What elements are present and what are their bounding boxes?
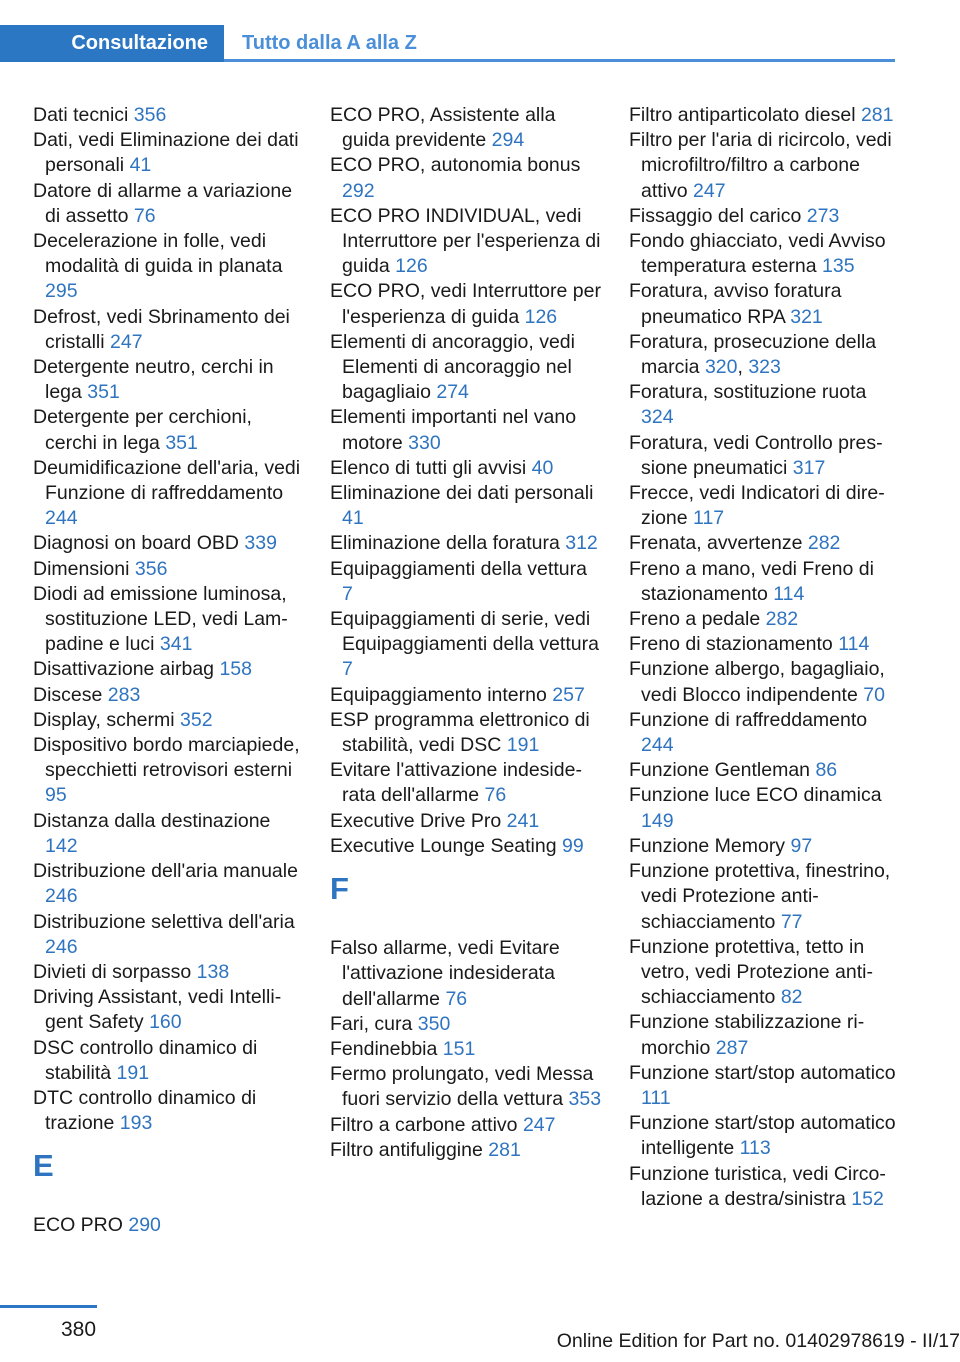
index-page-link[interactable]: 273 [806,204,840,227]
index-page-link[interactable]: 281 [488,1138,521,1161]
index-entry [33,456,301,532]
index-entry [629,758,897,783]
index-entry [629,1111,897,1161]
index-entry [330,330,602,406]
index-page-link[interactable]: 7 [342,658,353,681]
index-entry-term: Fendinebbia [330,1037,438,1060]
index-entry-term: Funzione start/stop automatico intelligente [629,1112,896,1160]
index-entry-term: Fermo prolungato, vedi Messa fuori servizio della vettura [330,1063,594,1111]
index-entry [330,1037,602,1062]
index-entry [629,557,897,607]
index-page-link[interactable]: 321 [790,305,823,328]
index-entry [629,657,897,707]
index-entry [33,733,301,809]
index-entry-term: Funzione protettiva, finestrino, vedi Protezione antischiacciamento [629,860,891,933]
index-page-link[interactable]: 246 [45,935,78,958]
index-entry-term: Divieti di sorpasso [33,960,192,983]
index-page-link[interactable]: 191 [116,1061,150,1084]
index-page-link[interactable]: 193 [119,1112,153,1135]
index-entry [629,1162,897,1212]
index-entry-term: Distanza dalla destinazione [33,809,271,832]
index-entry [330,607,602,683]
index-entry [33,910,301,960]
index-page-link[interactable]: 40 [531,456,554,479]
index-entry-term: Distribuzione selettiva dell'aria [33,910,295,933]
index-entry-term: Defrost, vedi Sbrinamento dei cristalli [33,305,290,353]
index-entry [330,1012,602,1037]
index-page-link[interactable]: 320 [704,356,738,379]
index-page-link[interactable]: 353 [568,1088,602,1111]
index-entry-term: Dimensioni [33,557,130,580]
index-page-link[interactable]: 126 [395,255,428,278]
index-entry [330,153,602,203]
index-page-link[interactable]: 76 [484,784,507,807]
index-entry [330,531,602,556]
index-entry [330,936,602,1012]
index-entry-term: Distribuzione dell'aria manuale [33,860,298,883]
index-entry-term: Decelerazione in folle, vedi modalità di guida in planata [33,230,283,278]
index-entry [330,809,602,834]
index-entry [330,1138,602,1163]
index-entry-term: ECO PRO, vedi Interruttore per l'esperienza di guida [330,280,601,328]
index-page-link[interactable]: 70 [863,683,885,706]
index-entry [629,834,897,859]
index-page-link[interactable]: 339 [244,532,277,555]
index-entry-term: Executive Lounge Seating [330,834,557,857]
index-entry-term: Dati tecnici [33,104,129,126]
index-page-link[interactable]: 111 [641,1086,671,1109]
index-entry [33,179,301,229]
index-entry-term: Eliminazione della foratura [330,532,560,555]
index-entry [330,834,602,859]
index-page-link[interactable]: 351 [87,381,120,404]
index-entry [629,531,897,556]
index-entry [629,380,897,430]
header-divider [224,59,895,62]
index-page-link[interactable]: 317 [792,456,826,479]
index-page-link[interactable]: 82 [780,986,803,1009]
index-entry [629,1061,897,1111]
index-page-link[interactable]: 95 [45,784,67,807]
index-entry [330,1113,602,1138]
index-entry [629,204,897,229]
index-entry [33,229,301,305]
index-entry-term: DTC controllo dinamico di trazione [33,1086,257,1135]
index-page-link[interactable]: 114 [773,582,805,605]
index-entry-term: Freno di stazionamento [629,633,833,656]
index-page-link[interactable]: 7 [342,582,353,605]
index-entry-term: Filtro per l'aria di ricircolo, vedi microfiltro/filtro a carbone attivo [629,129,892,202]
index-page-link[interactable]: 282 [807,532,841,555]
section-tab-tutto-dalla-a-alla-z[interactable]: Tutto dalla A alla Z [242,32,417,54]
index-entry-term: ECO PRO INDIVIDUAL, vedi Interruttore per l'esperienza di guida [330,204,601,278]
index-page-link[interactable]: 324 [641,406,674,429]
index-entry-term: Disattivazione airbag [33,658,215,681]
index-page-link[interactable]: 138 [196,960,230,983]
index-entry [330,456,602,481]
index-page-link[interactable]: 356 [134,557,168,580]
index-entry-term: Filtro a carbone attivo [330,1113,518,1136]
index-page-link[interactable]: 281 [860,104,894,126]
index-entry-term: Dati, vedi Eliminazione dei dati personali [33,129,299,177]
index-entry [33,557,301,582]
index-page-link[interactable]: 152 [851,1187,884,1210]
index-page-link[interactable]: 247 [693,179,726,202]
index-page-link[interactable]: 283 [107,683,141,706]
index-entry-term: Foratura, avviso foratura pneumatico RPA [629,280,842,328]
index-entry-term: Foratura, sostituzione ruota [629,381,867,404]
index-page-link[interactable]: 86 [815,759,838,782]
page-header [0,0,895,62]
index-entry [629,607,897,632]
index-entry [629,128,897,204]
index-column-3 [629,103,897,1212]
index-entry [629,431,897,481]
index-entry-term: Filtro antiparticolato diesel [629,104,856,126]
index-page-link[interactable]: 99 [562,834,584,857]
index-page-link[interactable]: 274 [436,381,469,404]
index-entry-term: Funzione start/stop automatico [629,1061,896,1084]
index-entry-term: Display, schermi [33,708,175,731]
index-entry-term: Diagnosi on board OBD [33,532,239,555]
index-entry-term: Freno a mano, vedi Freno di stazionamento [629,557,874,605]
index-entry-term: Equipaggiamenti di serie, vedi Equipaggiamenti della vettura [330,608,599,656]
index-column-1 [33,103,301,1239]
index-entry-term: Funzione Memory [629,834,786,857]
index-entry [330,557,602,607]
index-entry-term: Funzione stabilizzazione rimorchio [629,1011,865,1059]
index-entry-term: Elementi di ancoraggio, vedi Elementi di ancoraggio nel bagagliaio [330,330,575,404]
footer-rule [0,1305,97,1308]
index-entry-term: Fissaggio del carico [629,204,802,227]
index-page-link[interactable]: 350 [417,1012,451,1035]
index-page-link[interactable]: 247 [522,1113,556,1136]
index-entry [33,708,301,733]
index-entry-term: Equipaggiamento interno [330,683,547,706]
index-entry [330,683,602,708]
index-entry-term: Frenata, avvertenze [629,532,803,555]
index-entry [629,481,897,531]
index-page-link[interactable]: 247 [110,330,143,353]
index-page-link[interactable]: 160 [149,1011,182,1034]
index-page-link[interactable]: 282 [765,608,799,631]
index-entry-term: Foratura, vedi Controllo pressione pneumatici [629,431,883,479]
index-entry [33,128,301,178]
index-entry-term: Elementi importanti nel vano motore [330,406,577,454]
index-entry-term: Funzione di raffreddamento [629,708,868,731]
index-entry-term: ESP programma elettronico di stabilità, vedi DSC [330,708,590,757]
index-entry-term: Datore di allarme a variazione di assetto [33,179,293,227]
index-entry [330,481,602,531]
index-entry: Foratura, prosecuzione della marcia 320, 323 [629,330,877,379]
index-page-link[interactable]: 77 [780,910,803,933]
index-page-link[interactable]: 126 [524,305,558,328]
index-page-link[interactable]: 351 [165,431,198,454]
index-entry-term: Elenco di tutti gli avvisi [330,456,527,479]
index-entry [629,859,897,935]
index-column-2 [330,103,602,1163]
index-entry [330,204,602,280]
index-entry-term: Equipaggiamenti della vettura [330,557,587,580]
index-entry-term: Dispositivo bordo marciapiede, specchietti retrovisori esterni [33,734,300,782]
index-entry [629,708,897,758]
index-entry-term: Fari, cura [330,1012,413,1035]
index-entry-term: Falso allarme, vedi Evitare l'attivazione indesiderata dell'allarme [330,937,560,1010]
index-entry-term: Executive Drive Pro [330,809,502,832]
index-page-link[interactable]: 117 [693,507,725,530]
index-entry-term: Discese [33,683,103,706]
index-entry-term: ECO PRO, Assistente alla guida previdente [330,104,556,152]
section-tab-consultazione[interactable]: Consultazione [0,25,224,62]
index-entry-term: Funzione albergo, bagagliaio, vedi Blocco indipendente [629,658,885,706]
index-page-link[interactable]: 352 [180,708,213,731]
page-number: 380 [61,1318,97,1341]
index-entry [330,103,602,153]
index-entry [33,683,301,708]
index-page-link[interactable]: 356 [133,104,167,126]
index-entry-term: Filtro antifuliggine [330,1138,483,1161]
index-entry [33,1036,301,1086]
index-page-link[interactable]: 135 [822,255,855,278]
index-page-link[interactable]: 294 [491,129,525,152]
index-entry [33,103,301,128]
index-entry-term: Foratura, prosecuzione della marcia [629,330,877,379]
index-entry-term: ECO PRO [33,1214,123,1237]
index-page-link[interactable]: 244 [45,507,78,530]
index-entry [33,405,301,455]
index-page-link[interactable]: 149 [641,809,674,832]
index-entry [629,103,897,128]
index-entry [33,657,301,682]
index-entry-term: Detergente neutro, cerchi in lega [33,356,274,404]
edition-note: Online Edition for Part no. 01402978619 - II/17 [556,1330,960,1352]
index-entry-term: Evitare l'attivazione indesiderata dell'allarme [330,759,582,807]
index-page-link[interactable]: 41 [129,154,152,177]
index-letter-heading: E [33,1148,54,1184]
index-entry-term: Freno a pedale [629,608,761,631]
index-page-link[interactable]: 158 [219,658,252,681]
index-page-link[interactable]: 292 [342,179,375,202]
index-page-link[interactable]: 114 [838,633,870,656]
index-entry [33,1086,301,1136]
index-page-link[interactable]: 191 [506,734,540,757]
index-entry [33,985,301,1035]
index-entry-term: Frecce, vedi Indicatori di direzione [629,482,885,530]
index-entry [330,405,602,455]
index-entry [330,758,602,808]
index-page-link[interactable]: 244 [641,734,674,757]
index-page-link[interactable]: 76 [445,987,468,1010]
index-entry [629,229,897,279]
index-page-link[interactable]: 41 [342,507,364,530]
index-entry [330,279,602,329]
index-entry-term: Diodi ad emissione luminosa, sostituzione LED, vedi Lampadine e luci [33,582,288,656]
index-entry [629,935,897,1011]
index-entry-term: Eliminazione dei dati personali [330,482,594,505]
index-entry-term: Driving Assistant, vedi Intelligent Safety [33,986,282,1034]
index-entry [33,1213,301,1238]
index-page-link[interactable]: 290 [128,1214,161,1237]
index-entry [629,632,897,657]
index-page-link[interactable]: 151 [442,1037,476,1060]
index-letter-heading: F [330,871,349,907]
index-entry-term: Funzione turistica, vedi Circolazione a destra/sinistra [629,1162,886,1210]
index-page-link[interactable]: 97 [790,834,813,857]
index-page-link[interactable]: 287 [715,1036,749,1059]
index-page-link[interactable]: 142 [45,834,78,857]
index-page-link[interactable]: 330 [408,431,441,454]
index-page-link[interactable]: 312 [565,532,598,555]
index-page-link[interactable]: 295 [45,280,78,303]
index-entry [33,960,301,985]
index-entry-term: DSC controllo dinamico di stabilità [33,1036,258,1084]
index-entry [330,1062,602,1112]
index-page-link[interactable]: 76 [133,204,156,227]
index-entry [629,783,897,833]
index-entry [33,582,301,658]
index-page-link[interactable]: 241 [506,809,540,832]
index-page-link[interactable]: 323 [748,356,781,379]
index-entry-term: Fondo ghiacciato, vedi Avviso temperatura esterna [629,230,886,278]
index-page-link[interactable]: 113 [739,1137,771,1160]
index-entry [33,531,301,556]
index-page-link[interactable]: 257 [552,683,585,706]
index-page-link[interactable]: 341 [159,633,193,656]
index-entry [33,355,301,405]
index-entry [33,859,301,909]
index-page-link[interactable]: 246 [45,885,78,908]
index-entry-term: ECO PRO, autonomia bonus [330,154,581,177]
index-entry [330,708,602,758]
index-entry [33,809,301,859]
index-entry-term: Funzione protettiva, tetto in vetro, vedi Protezione antischiacciamento [629,935,873,1009]
index-entry-term: Funzione luce ECO dinamica [629,784,882,807]
index-entry [33,305,301,355]
index-entry-term: Detergente per cerchioni, cerchi in lega [33,406,252,454]
index-entry [629,1010,897,1060]
index-entry-term: Deumidificazione dell'aria, vedi Funzione di raffreddamento [33,456,301,505]
index-entry [629,279,897,329]
index-entry-term: Funzione Gentleman [629,759,811,782]
